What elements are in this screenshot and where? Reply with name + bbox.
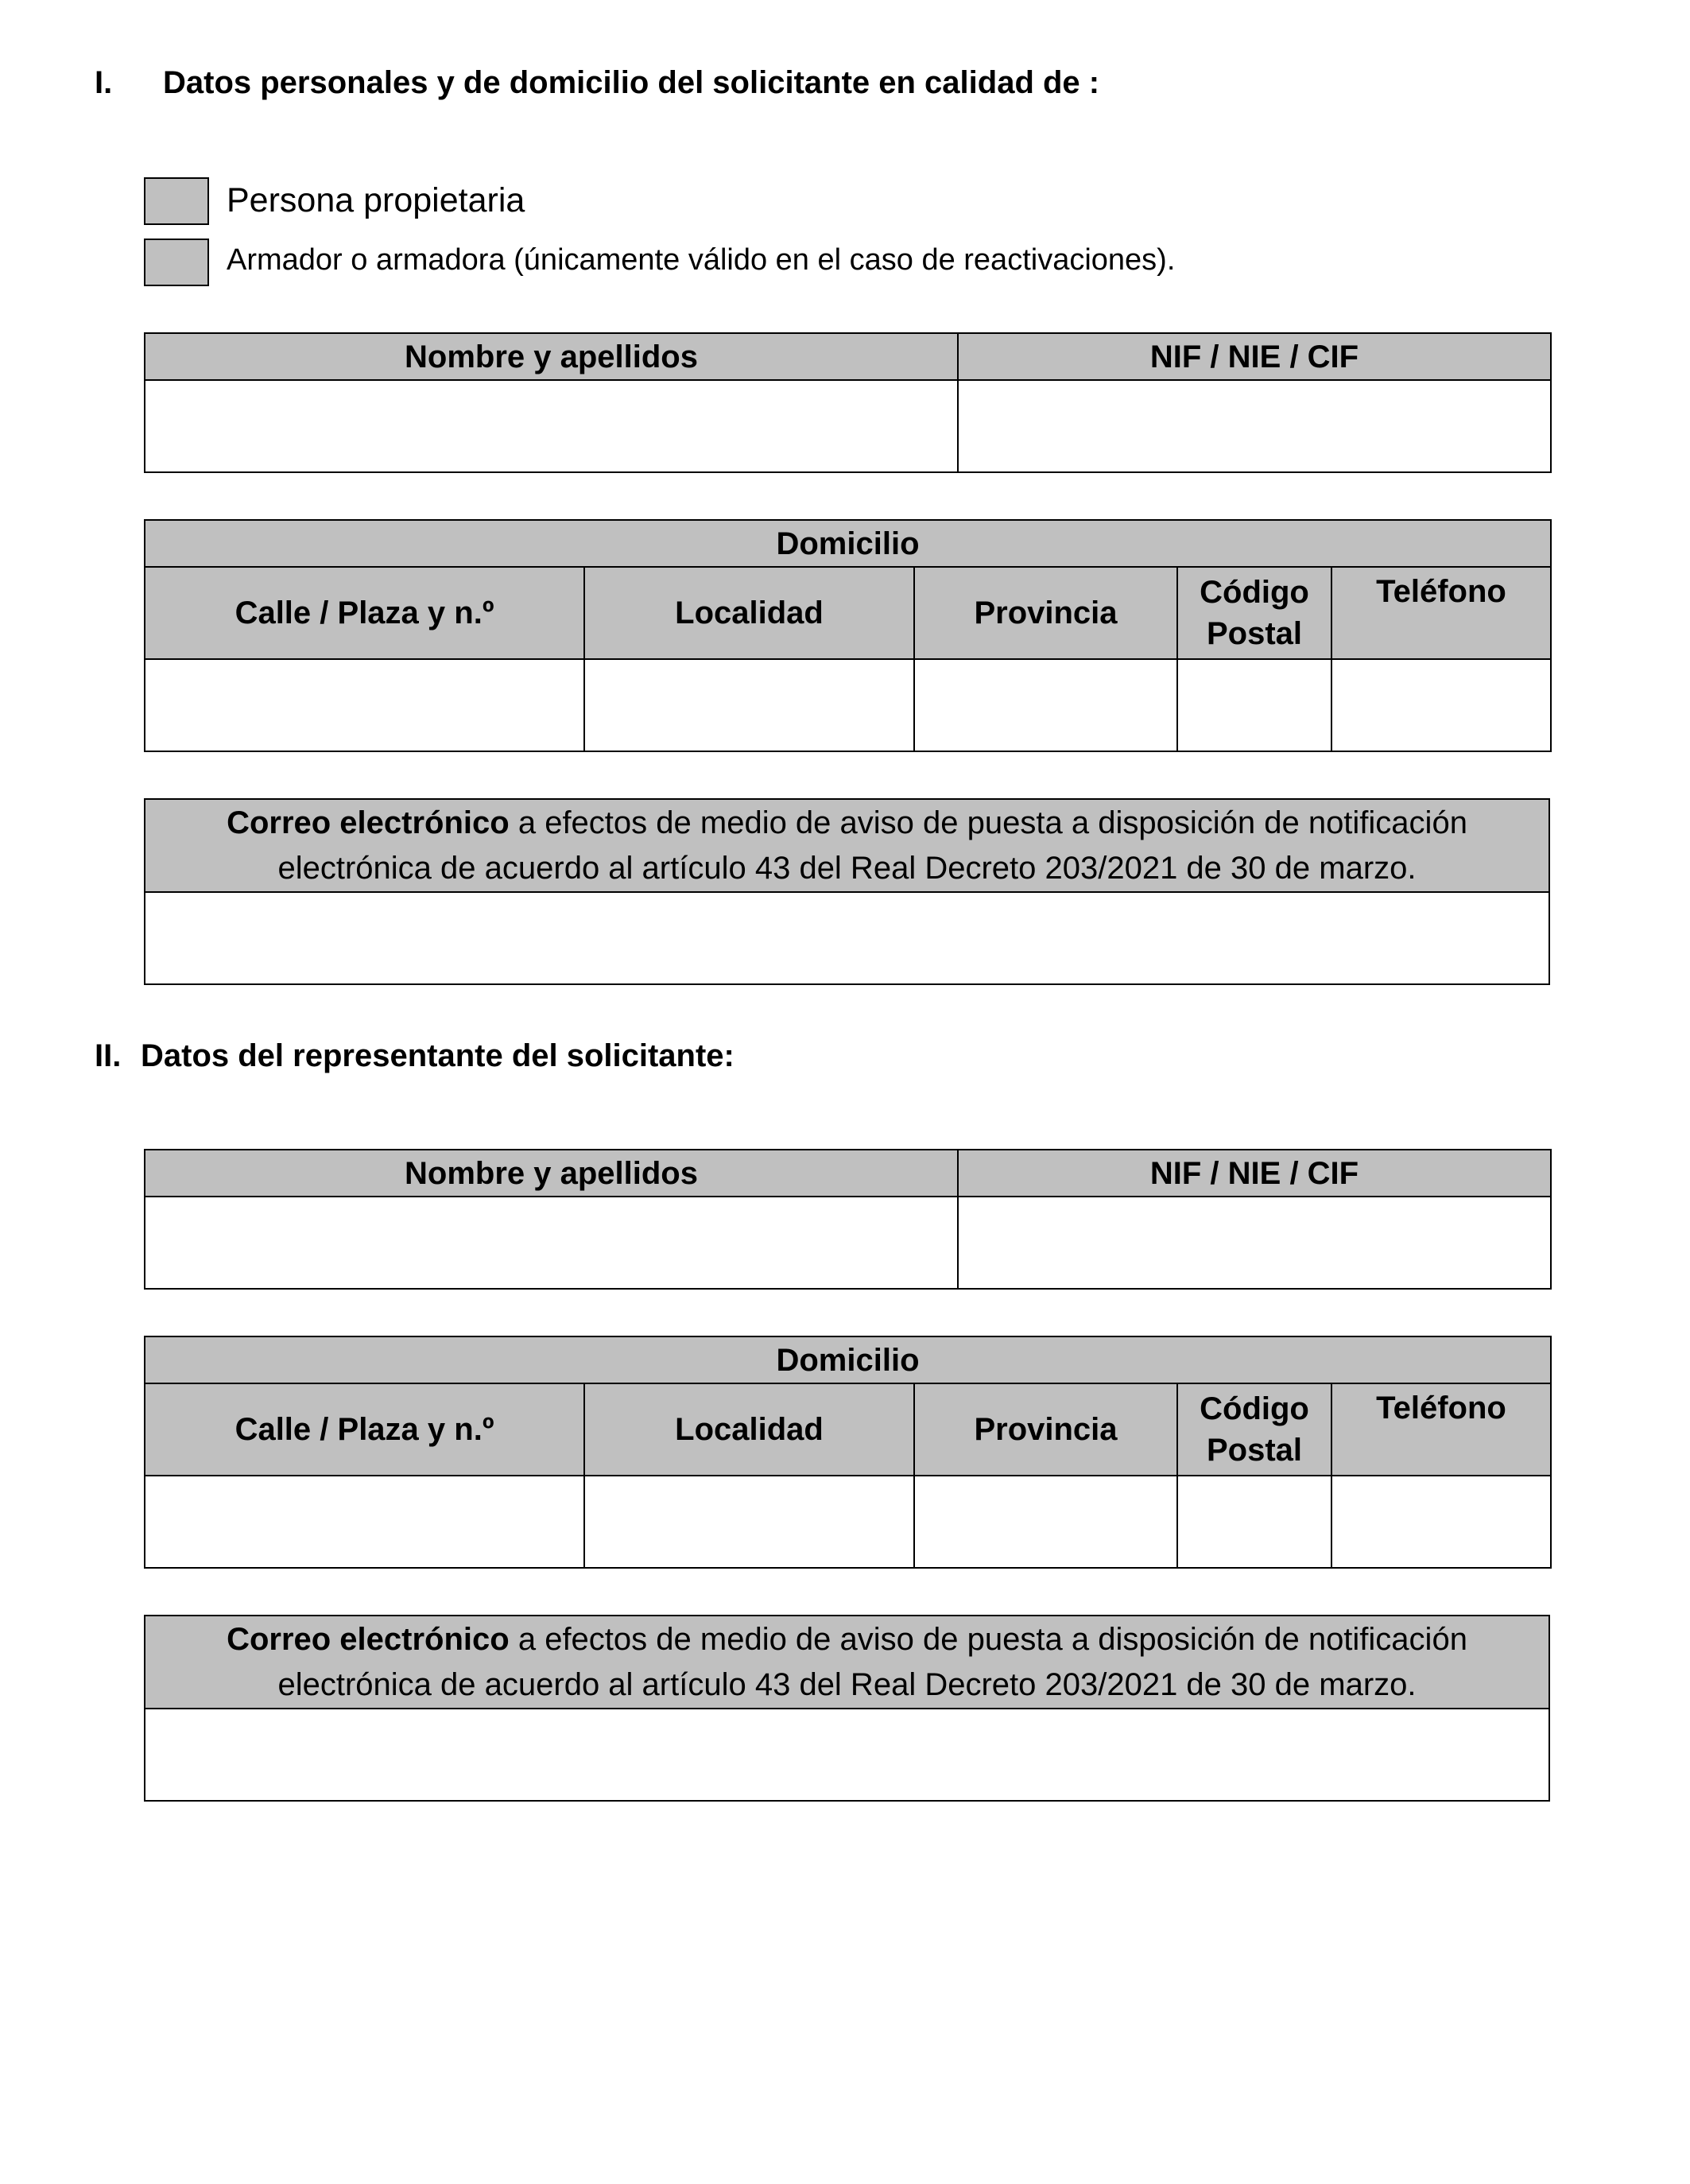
id-header: NIF / NIE / CIF: [958, 1150, 1551, 1197]
section-1-number: I.: [95, 65, 113, 100]
province-field[interactable]: [914, 1476, 1177, 1568]
street-field[interactable]: [145, 659, 584, 751]
section-2-title: Datos del representante del solicitante:: [141, 1038, 735, 1073]
armador-checkbox[interactable]: [144, 239, 209, 286]
email-header-text: a efectos de medio de aviso de puesta a disposición de notificación electrónica de acuerdo al artículo 43 del Real Decreto 203/2021 de 30 de marzo.: [277, 1621, 1467, 1702]
email-header: [145, 799, 1549, 892]
email-header-bold: Correo electrónico: [227, 1621, 510, 1657]
phone-header: Teléfono: [1331, 1383, 1551, 1476]
phone-header: Teléfono: [1331, 567, 1551, 659]
persona-propietaria-checkbox[interactable]: [144, 177, 209, 225]
section-2-number: II.: [95, 1038, 122, 1073]
id-field[interactable]: [958, 380, 1551, 472]
locality-header: Localidad: [584, 567, 914, 659]
name-header: Nombre y apellidos: [145, 333, 958, 380]
phone-field[interactable]: [1331, 659, 1551, 751]
name-field[interactable]: [145, 1197, 958, 1289]
email-header-bold: Correo electrónico: [227, 805, 510, 840]
province-header: Provincia: [914, 567, 1177, 659]
postal-code-header: Código Postal: [1177, 1383, 1331, 1476]
street-field[interactable]: [145, 1476, 584, 1568]
province-field[interactable]: [914, 659, 1177, 751]
locality-field[interactable]: [584, 1476, 914, 1568]
locality-field[interactable]: [584, 659, 914, 751]
section-1-title: Datos personales y de domicilio del solicitante en calidad de :: [163, 65, 1100, 100]
section-1-email-table: [144, 798, 1550, 985]
section-2-address-table: [144, 1336, 1552, 1569]
section-1-address-table: [144, 519, 1552, 752]
locality-header: Localidad: [584, 1383, 914, 1476]
street-header: Calle / Plaza y n.º: [145, 1383, 584, 1476]
domicilio-header: Domicilio: [145, 1336, 1551, 1383]
postal-code-field[interactable]: [1177, 1476, 1331, 1568]
phone-field[interactable]: [1331, 1476, 1551, 1568]
postal-code-header: Código Postal: [1177, 567, 1331, 659]
email-header: [145, 1616, 1549, 1709]
section-2-identity-table: [144, 1149, 1552, 1290]
domicilio-header: Domicilio: [145, 520, 1551, 567]
province-header: Provincia: [914, 1383, 1177, 1476]
email-header-text: a efectos de medio de aviso de puesta a disposición de notificación electrónica de acuerdo al artículo 43 del Real Decreto 203/2021 de 30 de marzo.: [277, 805, 1467, 886]
email-field[interactable]: [145, 892, 1549, 984]
name-field[interactable]: [145, 380, 958, 472]
street-header: Calle / Plaza y n.º: [145, 567, 584, 659]
section-2-email-table: [144, 1615, 1550, 1802]
persona-propietaria-label: Persona propietaria: [227, 181, 525, 219]
id-field[interactable]: [958, 1197, 1551, 1289]
postal-code-field[interactable]: [1177, 659, 1331, 751]
email-field[interactable]: [145, 1709, 1549, 1801]
id-header: NIF / NIE / CIF: [958, 333, 1551, 380]
armador-label: Armador o armadora (únicamente válido en el caso de reactivaciones).: [227, 243, 1176, 277]
name-header: Nombre y apellidos: [145, 1150, 958, 1197]
section-1-identity-table: [144, 332, 1552, 473]
